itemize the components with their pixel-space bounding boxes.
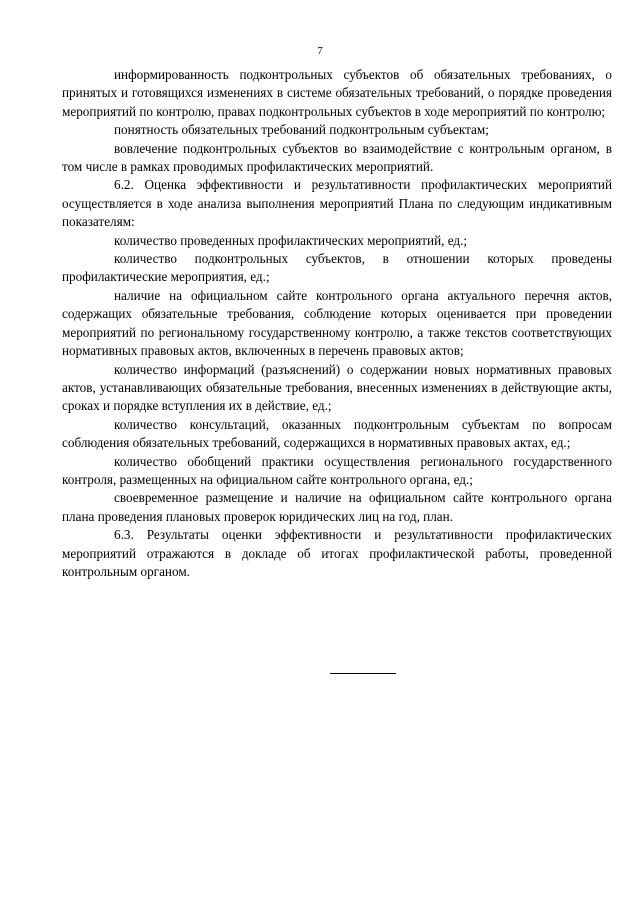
page-number: 7 <box>317 45 323 57</box>
paragraph-indicator-subjects: количество подконтрольных субъектов, в отношении которых проведены профилактические мероприятия, ед.; <box>62 251 612 285</box>
paragraph-awareness: информированность подконтрольных субъектов об обязательных требованиях, о принятых и готовящихся изменениях в системе обязательных требований, о порядке проведения мероприятий по контролю, правах подконтрольных субъектов в ходе мероприятий по контролю; <box>62 67 612 119</box>
paragraph-indicator-acts-list: наличие на официальном сайте контрольного органа актуального перечня актов, содержащих обязательные требования, соблюдение которых оценивается при проведении мероприятий по региональному государственному контролю, а также текстов соответствующих нормативных правовых актов, включенных в перечень правовых актов; <box>62 287 612 359</box>
paragraph-involvement: вовлечение подконтрольных субъектов во взаимодействие с контрольным органом, в том числе в рамках проводимых профилактических мероприятий. <box>62 140 612 175</box>
paragraph-clarity: понятность обязательных требований подконтрольным субъектам; <box>114 122 489 138</box>
body-text <box>62 66 612 581</box>
paragraph-indicator-inspection-plan: своевременное размещение и наличие на официальном сайте контрольного органа плана проведения плановых проверок юридических лиц на год, план. <box>62 490 612 524</box>
paragraph-6-2: 6.2. Оценка эффективности и результативности профилактических мероприятий осуществляется в ходе анализа выполнения мероприятий Плана по следующим индикативным показателям: <box>62 177 612 230</box>
paragraph-indicator-consultations: количество консультаций, оказанных подконтрольным субъектам по вопросам соблюдения обязательных требований, содержащихся в нормативных правовых актах, ед.; <box>62 416 612 451</box>
paragraph-indicator-events: количество проведенных профилактических мероприятий, ед.; <box>114 232 468 248</box>
paragraph-indicator-generalizations: количество обобщений практики осуществления регионального государственного контроля, размещенных на официальном сайте контрольного органа, ед.; <box>62 453 612 487</box>
paragraph-indicator-explanations: количество информаций (разъяснений) о содержании новых нормативных правовых актов, устанавливающих обязательные требования, внесенных изменениях в действующие акты, сроках и порядке вступления их в действие, ед.; <box>62 361 612 414</box>
paragraph-6-3: 6.3. Результаты оценки эффективности и результативности профилактических мероприятий отражаются в докладе об итогах профилактической работы, проведенной контрольным органом. <box>62 527 612 579</box>
closing-rule <box>330 673 396 674</box>
